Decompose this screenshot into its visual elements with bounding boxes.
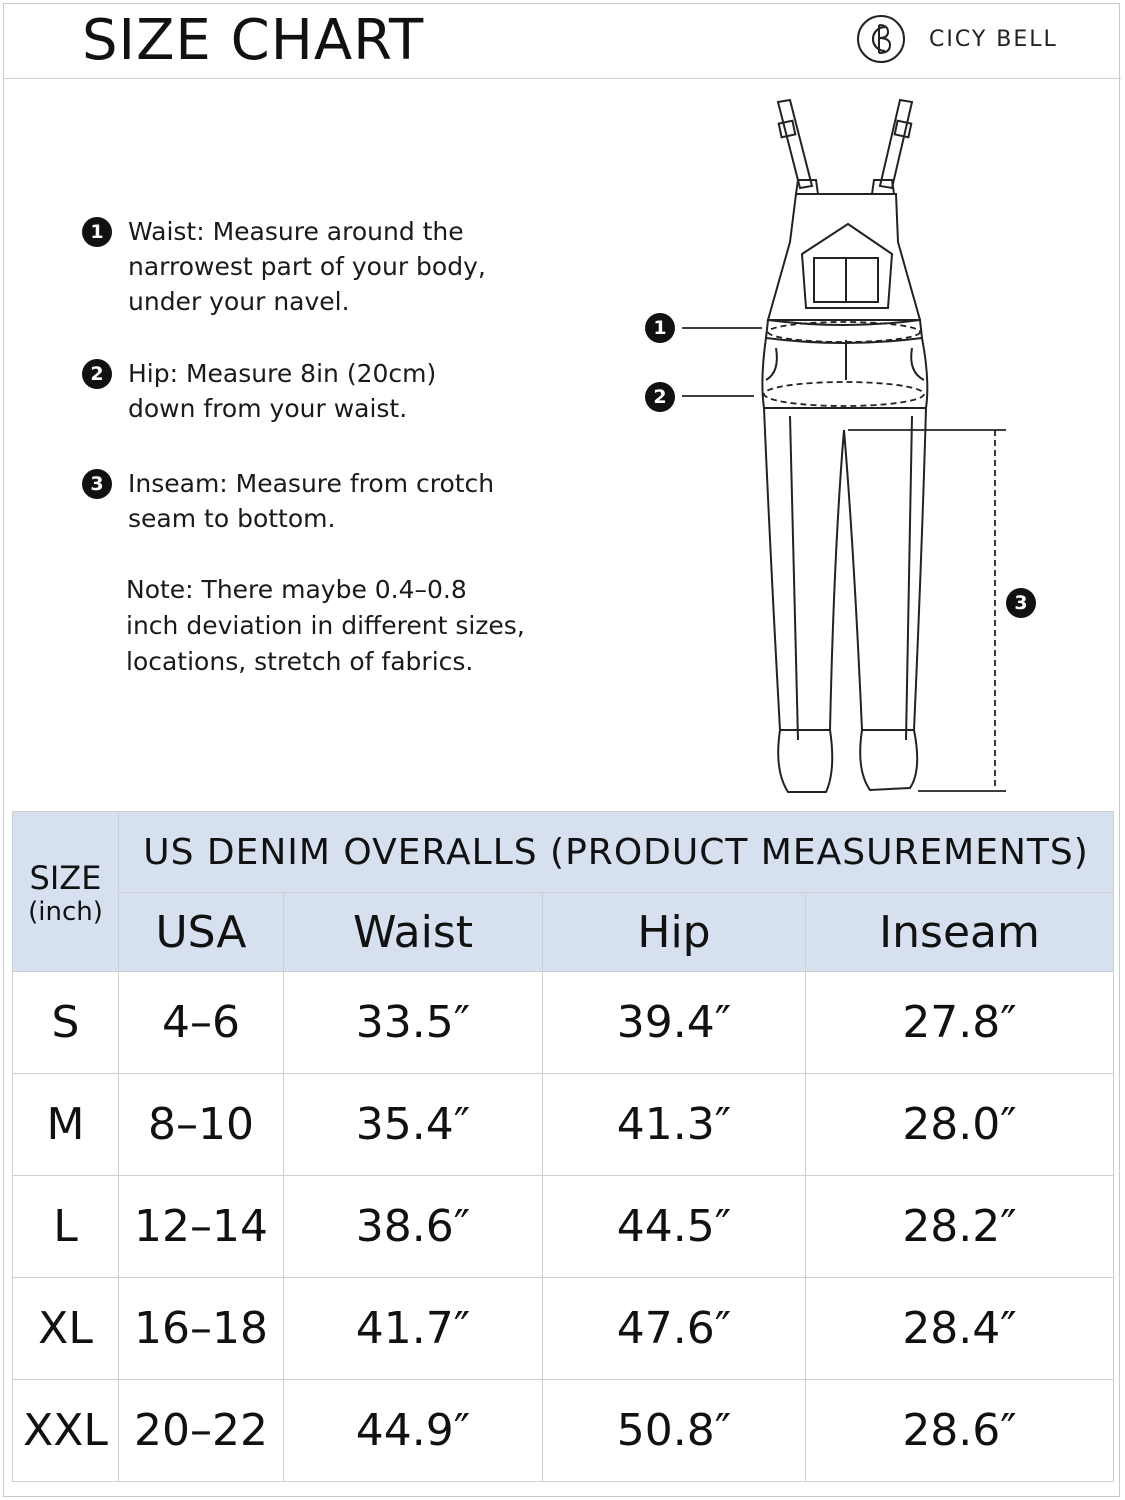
brand — [855, 14, 1058, 64]
inseam-cell: 27.8″ — [806, 972, 1114, 1074]
inseam-marker: 3 — [1006, 588, 1036, 618]
instruction-hip — [82, 356, 436, 426]
instruction-text: Inseam: Measure from crotch seam to bottom. — [128, 469, 495, 533]
waist-cell: 44.9″ — [284, 1380, 543, 1482]
column-header-usa: USA — [119, 893, 284, 972]
instruction-text: Hip: Measure 8in (20cm) down from your waist. — [128, 359, 437, 423]
number-badge: 2 — [82, 359, 112, 389]
table-row — [13, 1380, 1114, 1482]
column-header-waist: Waist — [284, 893, 543, 972]
inseam-cell: 28.2″ — [806, 1176, 1114, 1278]
table-caption: US DENIM OVERALLS (PRODUCT MEASUREMENTS) — [119, 812, 1114, 893]
usa-cell: 20–22 — [119, 1380, 284, 1482]
size-cell: XL — [13, 1278, 119, 1380]
waist-cell: 33.5″ — [284, 972, 543, 1074]
hip-marker: 2 — [645, 382, 675, 412]
table-row — [13, 1074, 1114, 1176]
hip-cell: 39.4″ — [543, 972, 806, 1074]
usa-cell: 4–6 — [119, 972, 284, 1074]
size-label: SIZE — [29, 858, 102, 897]
column-header-hip: Hip — [543, 893, 806, 972]
brand-name: CICY BELL — [929, 26, 1058, 52]
usa-cell: 16–18 — [119, 1278, 284, 1380]
column-header-inseam: Inseam — [806, 893, 1114, 972]
hip-cell: 41.3″ — [543, 1074, 806, 1176]
inseam-cell: 28.0″ — [806, 1074, 1114, 1176]
waist-cell: 35.4″ — [284, 1074, 543, 1176]
inseam-cell: 28.6″ — [806, 1380, 1114, 1482]
deviation-note: Note: There maybe 0.4–0.8 inch deviation in different sizes, locations, stretch of fabrics. — [126, 575, 525, 676]
hip-cell: 50.8″ — [543, 1380, 806, 1482]
denim-overalls-illustration-icon — [630, 90, 1050, 810]
instruction-text: Waist: Measure around the narrowest part of your body, under your navel. — [128, 217, 486, 316]
hip-cell: 44.5″ — [543, 1176, 806, 1278]
inseam-cell: 28.4″ — [806, 1278, 1114, 1380]
hip-cell: 47.6″ — [543, 1278, 806, 1380]
size-cell: L — [13, 1176, 119, 1278]
waist-marker: 1 — [645, 313, 675, 343]
instruction-waist — [82, 214, 486, 319]
size-cell: M — [13, 1074, 119, 1176]
usa-cell: 12–14 — [119, 1176, 284, 1278]
table-row — [13, 1278, 1114, 1380]
cb-monogram-logo-icon — [855, 13, 907, 65]
size-cell: S — [13, 972, 119, 1074]
size-cell: XXL — [13, 1380, 119, 1482]
size-table — [12, 811, 1114, 1482]
size-header — [13, 812, 119, 972]
table-row — [13, 1176, 1114, 1278]
table-row — [13, 972, 1114, 1074]
number-badge: 3 — [82, 469, 112, 499]
waist-cell: 38.6″ — [284, 1176, 543, 1278]
number-badge: 1 — [82, 217, 112, 247]
page-title: SIZE CHART — [82, 8, 425, 73]
divider — [4, 78, 1121, 79]
usa-cell: 8–10 — [119, 1074, 284, 1176]
instruction-inseam — [82, 466, 494, 536]
unit-label: (inch) — [28, 896, 103, 927]
waist-cell: 41.7″ — [284, 1278, 543, 1380]
